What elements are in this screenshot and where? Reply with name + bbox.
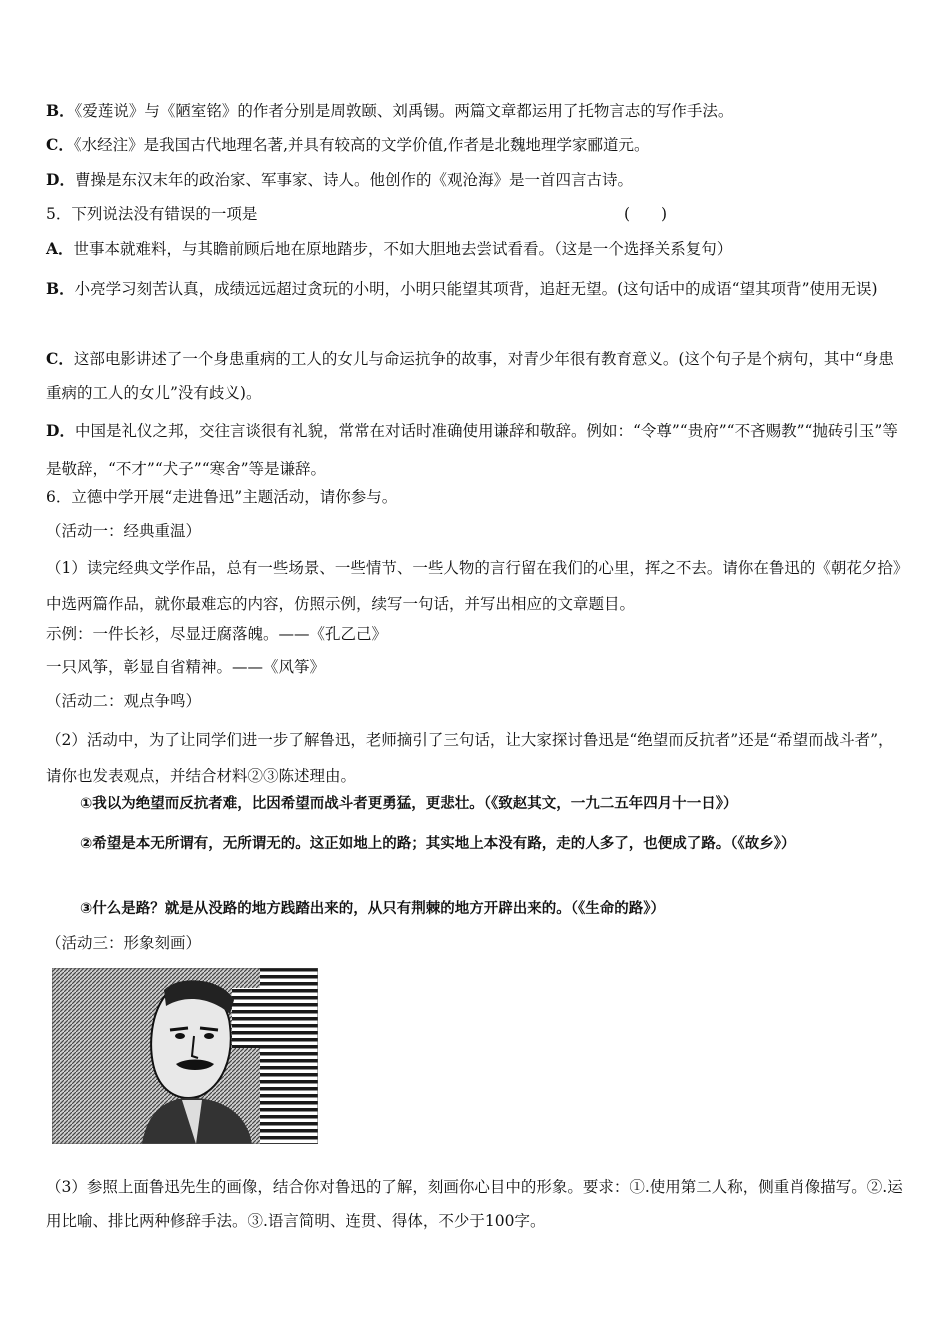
example-line-1: 示例：一件长衫，尽显迂腐落魄。——《孔乙己》 <box>46 625 388 643</box>
subquestion-3: （3）参照上面鲁迅先生的画像，结合你对鲁迅的了解，刻画你心目中的形象。要求：①.使用第二人称，侧重肖像描写。②.运用比喻、排比两种修辞手法。③.语言简明、连贯、得体，不少于100字。 <box>46 1178 903 1230</box>
question-6-stem: 6．立德中学开展“走进鲁迅”主题活动，请你参与。 <box>46 488 398 506</box>
quote-2: ②希望是本无所谓有，无所谓无的。这正如地上的路；其实地上本没有路，走的人多了，也便成了路。（《故乡》） <box>80 836 796 852</box>
activity-2-heading: （活动二：观点争鸣） <box>46 692 202 710</box>
option-c: C．这部电影讲述了一个身患重病的工人的女儿与命运抗争的故事，对青少年很有教育意义。(这个句子是个病句，其中“身患重病的工人的女儿”没有歧义)。 <box>46 349 894 402</box>
question-5-stem: 5．下列说法没有错误的一项是 ( ) <box>46 205 668 223</box>
subquestion-1: （1）读完经典文学作品，总有一些场景、一些情节、一些人物的言行留在我们的心里，挥之不去。请你在鲁迅的《朝花夕拾》中选两篇作品，就你最难忘的内容，仿照示例，续写一句话，并写出相应的文章题目。 <box>46 559 901 613</box>
answer-blank: ( ) <box>624 205 668 223</box>
option-a: A．世事本就难料，与其瞻前顾后地在原地踏步，不如大胆地去尝试看看。（这是一个选择关系复句） <box>46 239 733 258</box>
option-d: D．中国是礼仪之邦，交往言谈很有礼貌，常常在对话时准确使用谦辞和敬辞。例如：“令尊”“贵府”“不吝赐教”“抛砖引玉”等是敬辞，“不才”“犬子”“寒舍”等是谦辞。 <box>46 421 898 478</box>
quote-1: ①我以为绝望而反抗者难，比因希望而战斗者更勇猛，更悲壮。（《致赵其文，一九二五年四月十一日》） <box>80 796 738 812</box>
activity-1-heading: （活动一：经典重温） <box>46 522 202 540</box>
option-b: B．小亮学习刻苦认真，成绩远远超过贪玩的小明，小明只能望其项背，追赶无望。(这句话中的成语“望其项背”使用无误) <box>46 279 878 298</box>
subquestion-2: （2）活动中，为了让同学们进一步了解鲁迅，老师摘引了三句话，让大家探讨鲁迅是“绝望而反抗者”还是“希望而战斗者”，请你也发表观点，并结合材料②③陈述理由。 <box>46 731 894 785</box>
example-line-2: 一只风筝，彰显自省精神。——《风筝》 <box>46 658 326 676</box>
quote-3: ③什么是路？就是从没路的地方践踏出来的，从只有荆棘的地方开辟出来的。（《生命的路》） <box>80 901 666 917</box>
option-b: B．《爱莲说》与《陋室铭》的作者分别是周敦颐、刘禹锡。两篇文章都运用了托物言志的写作手法。 <box>46 101 734 120</box>
lu-xun-woodcut-portrait <box>52 968 318 1144</box>
option-d: D．曹操是东汉末年的政治家、军事家、诗人。他创作的《观沧海》是一首四言古诗。 <box>46 170 633 189</box>
option-c: C．《水经注》是我国古代地理名著,并具有较高的文学价值,作者是北魏地理学家郦道元。 <box>46 135 650 154</box>
activity-3-heading: （活动三：形象刻画） <box>46 934 202 952</box>
